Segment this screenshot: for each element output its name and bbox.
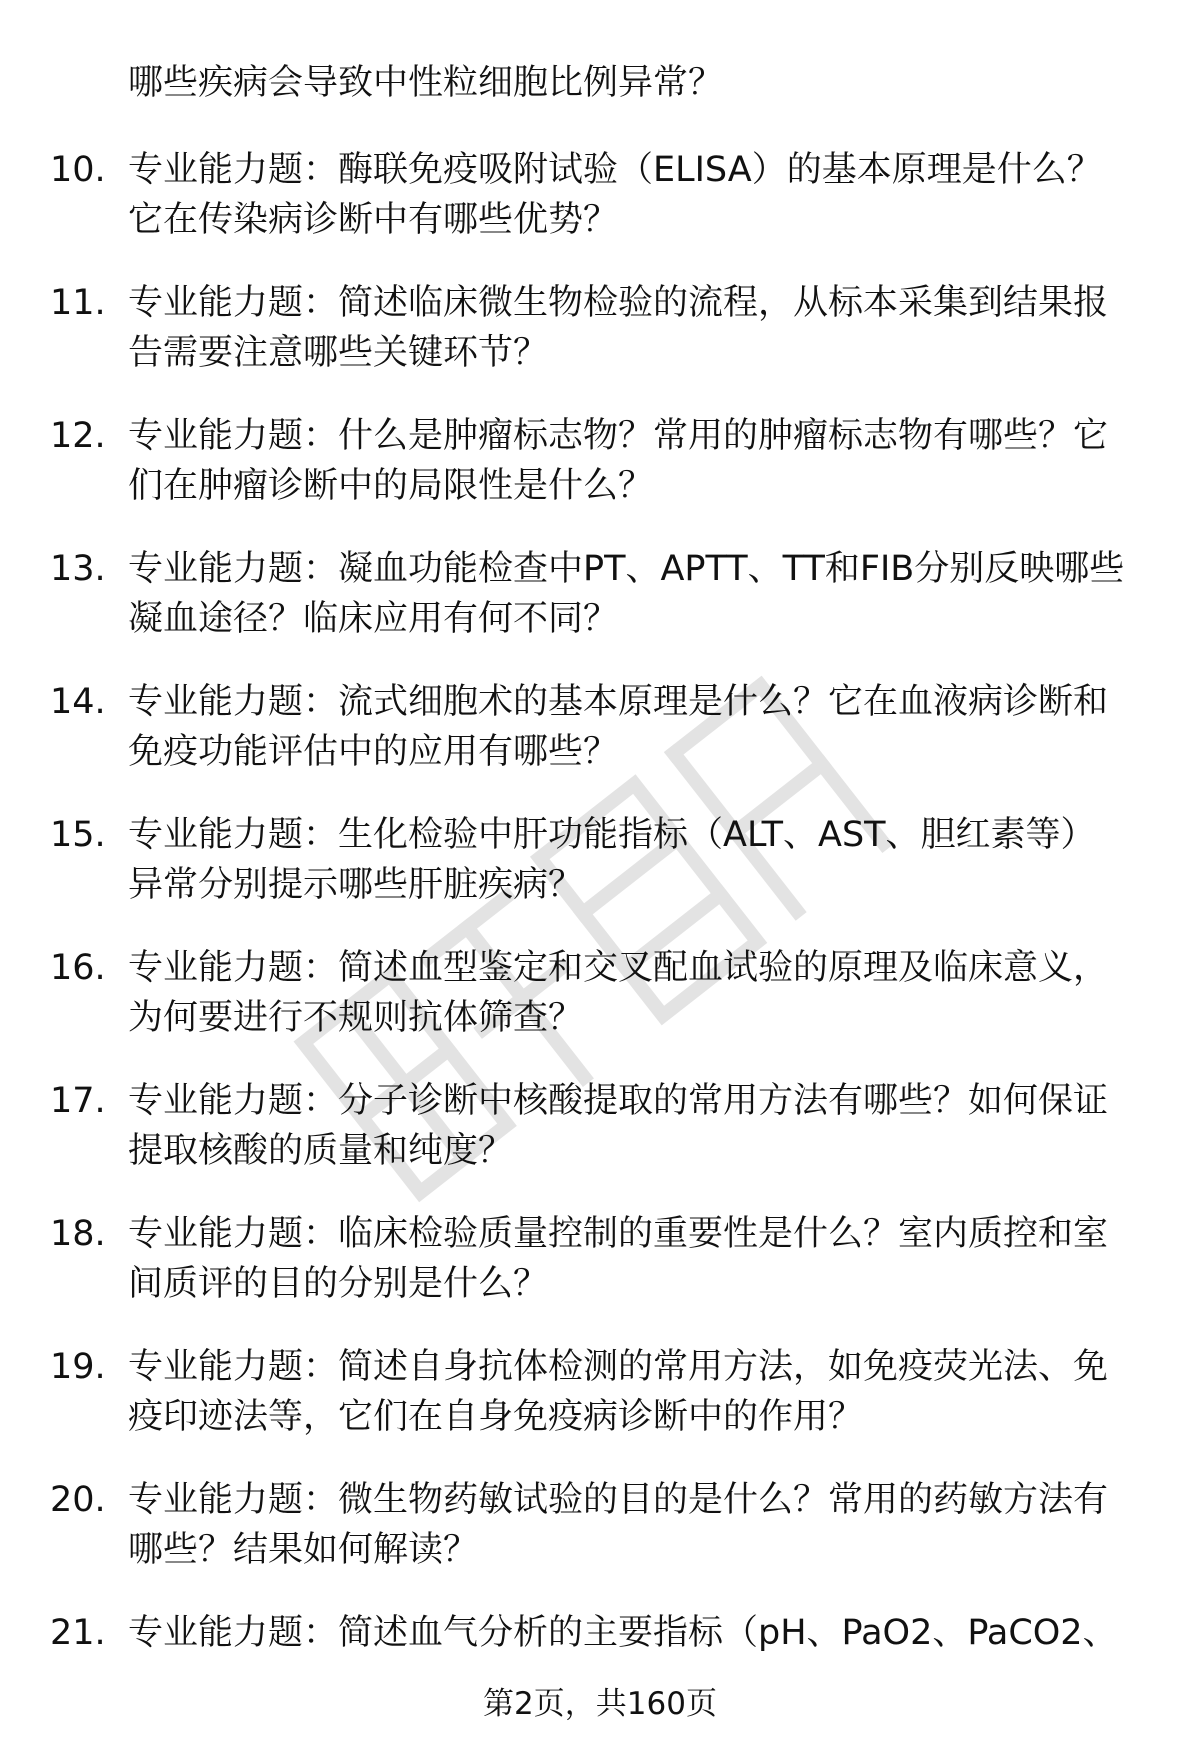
question-number: 16. <box>50 948 106 988</box>
question-line: 免疫功能评估中的应用有哪些？ <box>128 732 619 772</box>
question-item <box>0 810 1200 943</box>
question-number: 13. <box>50 549 106 589</box>
question-text <box>128 544 1158 644</box>
question-line: 它在传染病诊断中有哪些优势？ <box>128 200 619 240</box>
question-item <box>0 943 1200 1076</box>
question-line: 专业能力题：分子诊断中核酸提取的常用方法有哪些？如何保证 <box>128 1081 1109 1121</box>
question-number: 20. <box>50 1480 106 1520</box>
question-number: 14. <box>50 682 106 722</box>
question-line: 专业能力题：酶联免疫吸附试验（ELISA）的基本原理是什么？ <box>128 150 1102 190</box>
question-text <box>128 145 1158 245</box>
question-text <box>128 1608 1158 1658</box>
question-line: 凝血途径？临床应用有何不同？ <box>128 599 619 639</box>
question-number: 18. <box>50 1214 106 1254</box>
question-text <box>128 810 1158 910</box>
question-line: 专业能力题：简述自身抗体检测的常用方法，如免疫荧光法、免 <box>128 1347 1109 1387</box>
question-text <box>128 1076 1158 1176</box>
question-item <box>0 1076 1200 1209</box>
question-item <box>0 1342 1200 1475</box>
question-number: 12. <box>50 416 106 456</box>
continuation-line: 哪些疾病会导致中性粒细胞比例异常？ <box>128 63 724 103</box>
question-text <box>128 278 1158 378</box>
question-line: 专业能力题：临床检验质量控制的重要性是什么？室内质控和室 <box>128 1214 1109 1254</box>
question-number: 10. <box>50 150 106 190</box>
question-line: 为何要进行不规则抗体筛查？ <box>128 998 584 1038</box>
question-text <box>128 411 1158 511</box>
question-line: 提取核酸的质量和纯度？ <box>128 1131 514 1171</box>
question-number: 11. <box>50 283 106 323</box>
question-text <box>128 677 1158 777</box>
question-number: 15. <box>50 815 106 855</box>
question-line: 告需要注意哪些关键环节？ <box>128 333 549 373</box>
question-item <box>0 278 1200 411</box>
question-line: 哪些？结果如何解读？ <box>128 1530 479 1570</box>
page-footer: 第2页，共160页 <box>483 1686 717 1722</box>
question-line: 专业能力题：简述血气分析的主要指标（pH、PaO2、PaCO2、 <box>128 1613 1118 1653</box>
question-line: 异常分别提示哪些肝脏疾病？ <box>128 865 584 905</box>
question-line: 们在肿瘤诊断中的局限性是什么？ <box>128 466 654 506</box>
question-list <box>0 145 1200 1741</box>
question-text <box>128 1209 1158 1309</box>
question-text <box>128 1342 1158 1442</box>
question-item <box>0 677 1200 810</box>
question-item <box>0 1209 1200 1342</box>
question-line: 专业能力题：简述临床微生物检验的流程，从标本采集到结果报 <box>128 283 1109 323</box>
question-item <box>0 145 1200 278</box>
question-number: 19. <box>50 1347 106 1387</box>
question-text <box>128 943 1158 1043</box>
question-line: 专业能力题：流式细胞术的基本原理是什么？它在血液病诊断和 <box>128 682 1109 722</box>
question-line: 专业能力题：什么是肿瘤标志物？常用的肿瘤标志物有哪些？它 <box>128 416 1109 456</box>
question-number: 17. <box>50 1081 106 1121</box>
question-line: 专业能力题：生化检验中肝功能指标（ALT、AST、胆红素等） <box>128 815 1096 855</box>
question-line: 疫印迹法等，它们在自身免疫病诊断中的作用？ <box>128 1397 864 1437</box>
question-line: 专业能力题：简述血型鉴定和交叉配血试验的原理及临床意义， <box>128 948 1109 988</box>
question-item <box>0 544 1200 677</box>
question-line: 专业能力题：微生物药敏试验的目的是什么？常用的药敏方法有 <box>128 1480 1109 1520</box>
question-line: 间质评的目的分别是什么？ <box>128 1264 549 1304</box>
question-item <box>0 1475 1200 1608</box>
question-item <box>0 411 1200 544</box>
question-line: 专业能力题：凝血功能检查中PT、APTT、TT和FIB分别反映哪些 <box>128 549 1125 589</box>
question-text <box>128 1475 1158 1575</box>
question-number: 21. <box>50 1613 106 1653</box>
